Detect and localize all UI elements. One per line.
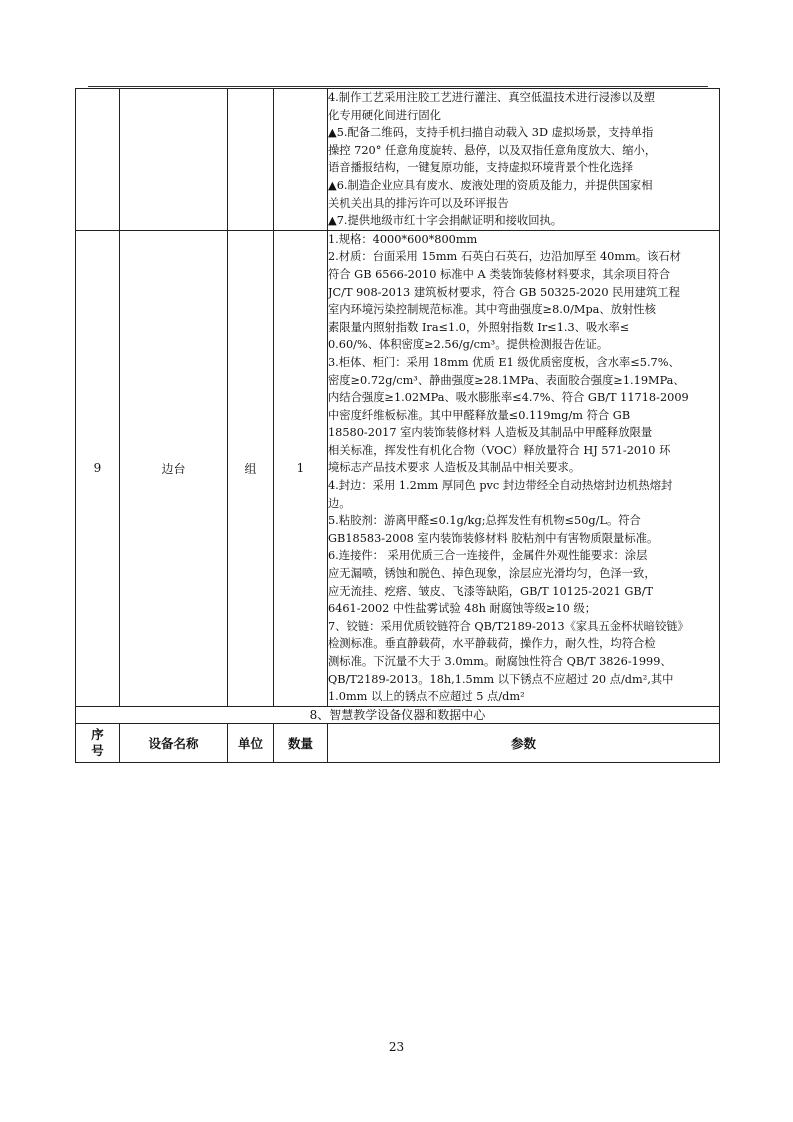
param-line: 室内环境污染控制规范标准。其中弯曲强度≥8.0/Mpa、放射性核 (328, 303, 656, 317)
param-line: 符合 GB 6566-2010 标准中 A 类装饰装修材料要求，其余项目符合 (328, 267, 670, 281)
item-quantity-cell: 1 (274, 230, 328, 706)
table-row (76, 230, 720, 706)
item-number-cell: 9 (76, 230, 120, 706)
param-line: 4.制作工艺采用注胶工艺进行灌注、真空低温技术进行浸渗以及塑 (328, 91, 656, 104)
param-line: 检测标准。垂直静载荷，水平静载荷，操作力，耐久性，均符合检 (328, 637, 656, 651)
param-line: 应无漏喷，锈蚀和脱色、掉色现象，涂层应光滑均匀，色泽一致， (328, 567, 656, 581)
item-params-cell (328, 89, 720, 231)
param-line: 关机关出具的排污许可以及环评报告 (328, 196, 509, 210)
item-unit-cell: 组 (228, 230, 274, 706)
equipment-spec-table (75, 88, 720, 763)
item-params-cell (328, 230, 720, 706)
param-line: 1.规格：4000*600*800mm (328, 232, 478, 246)
param-line: 内结合强度≥1.02MPa、吸水膨胀率≤4.7%、符合 GB/T 11718-2009 (328, 391, 689, 405)
item-name-cell (120, 89, 228, 231)
param-line: 语音播报结构，一键复原功能，支持虚拟环境背景个性化选择 (328, 161, 634, 175)
item-quantity-cell (274, 89, 328, 231)
page-top-rule (88, 86, 708, 87)
param-line: 化专用硬化间进行固化 (328, 108, 441, 122)
header-unit: 单位 (228, 723, 274, 762)
param-line: 应无流挂、疙瘩、皱皮、飞漆等缺陷，GB/T 10125-2021 GB/T (328, 584, 654, 598)
param-line: 7、铰链：采用优质铰链符合 QB/T2189-2013《家具五金杯状暗铰链》 (328, 619, 689, 633)
param-line: 0.60/%、体积密度≥2.56/g/cm³。提供检测报告佐证。 (328, 338, 609, 352)
param-line: 密度≥0.72g/cm³、静曲强度≥28.1MPa、表面胶合强度≥1.19MPa、 (328, 373, 685, 387)
param-line: 6461-2002 中性盐雾试验 48h 耐腐蚀等级≥10 级； (328, 602, 597, 616)
param-line: 边。 (328, 496, 351, 510)
param-line: 测标准。下沉量不大于 3.0mm。耐腐蚀性符合 QB/T 3826-1999、 (328, 655, 672, 668)
header-params: 参数 (328, 723, 720, 762)
param-line: 中密度纤维板标准。其中甲醛释放量≤0.119mg/m 符合 GB (328, 408, 631, 422)
param-line: QB/T2189-2013。18h,1.5mm 以下锈点不应超过 20 点/dm²,其中 (328, 672, 674, 686)
param-line: 素限量内照射指数 Ira≤1.0，外照射指数 Ir≤1.3、吸水率≤ (328, 320, 630, 334)
param-line: 1.0mm 以上的锈点不应超过 5 点/dm² (328, 690, 525, 704)
header-row (76, 723, 720, 762)
item-number-cell (76, 89, 120, 231)
page-number: 23 (388, 1040, 405, 1054)
header-number: 序号 (76, 723, 120, 762)
param-line: 3.柜体、柜门：采用 18mm 优质 E1 级优质密度板，含水率≤5.7%、 (328, 355, 680, 369)
param-line: JC/T 908-2013 建筑板材要求，符合 GB 50325-2020 民用建筑工程 (328, 285, 680, 299)
param-line: 操控 720° 任意角度旋转、悬停，以及双指任意角度放大、缩小， (328, 143, 657, 157)
item-name-cell: 边台 (120, 230, 228, 706)
section-row (76, 706, 720, 723)
table-row (76, 89, 720, 231)
param-line: 相关标准，挥发性有机化合物（VOC）释放量符合 HJ 571-2010 环 (328, 443, 671, 457)
item-unit-cell (228, 89, 274, 231)
section-title: 8、智慧教学设备仪器和数据中心 (76, 706, 720, 723)
param-line: 2.材质：台面采用 15mm 石英白石英石，边沿加厚至 40mm。该石材 (328, 250, 681, 264)
param-line: 6.连接件： 采用优质三合一连接件，金属件外观性能要求：涂层 (328, 549, 648, 563)
param-line: ▲5.配备二维码，支持手机扫描自动载入 3D 虚拟场景，支持单指 (328, 126, 654, 140)
header-quantity: 数量 (274, 723, 328, 762)
param-line: 5.粘胶剂：游离甲醛≤0.1g/kg;总挥发性有机物≤50g/L。符合 (328, 514, 641, 528)
param-line: ▲6.制造企业应具有废水、废液处理的资质及能力，并提供国家相 (328, 178, 653, 192)
header-name: 设备名称 (120, 723, 228, 762)
param-line: ▲7.提供地级市红十字会捐献证明和接收回执。 (328, 214, 563, 228)
param-line: 境标志产品技术要求 人造板及其制品中相关要求。 (328, 461, 581, 475)
param-line: 4.封边：采用 1.2mm 厚同色 pvc 封边带经全自动热熔封边机热熔封 (328, 479, 673, 493)
param-line: GB18583-2008 室内装饰装修材料 胶粘剂中有害物质限量标准。 (328, 531, 659, 545)
param-line: 18580-2017 室内装饰装修材料 人造板及其制品中甲醛释放限量 (328, 426, 653, 440)
